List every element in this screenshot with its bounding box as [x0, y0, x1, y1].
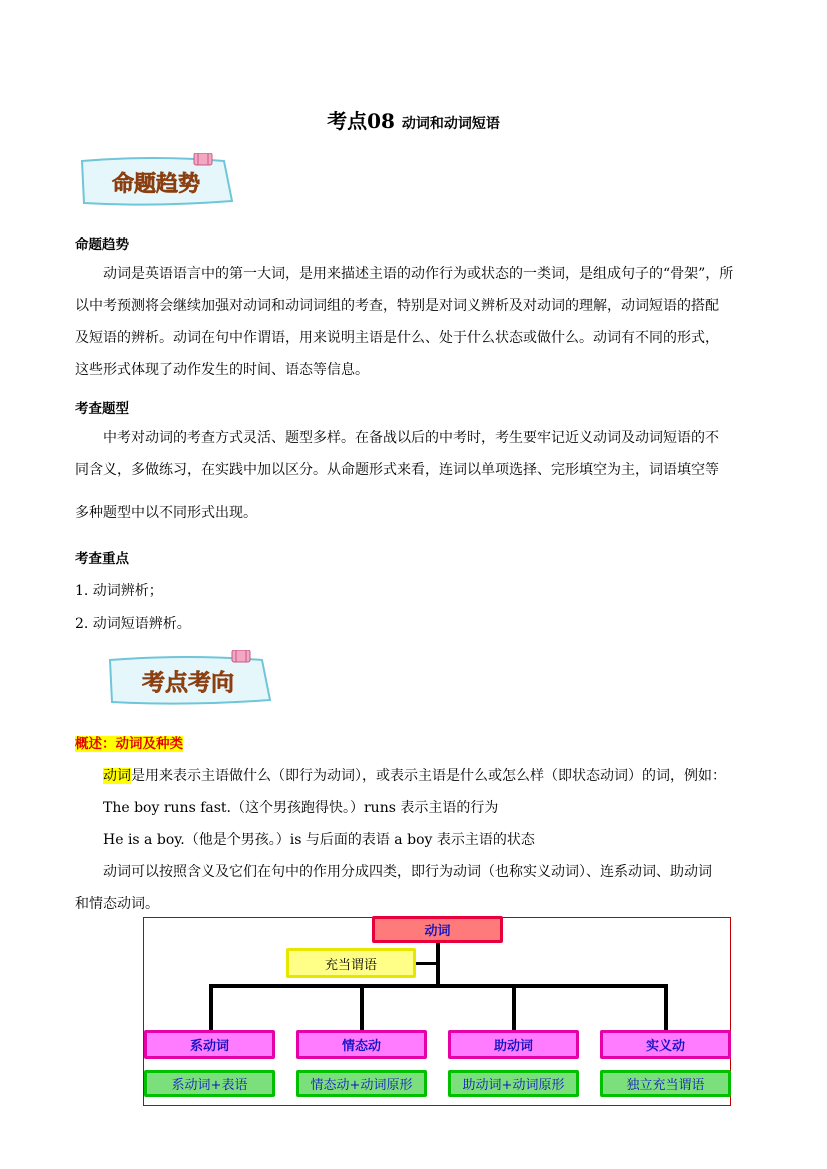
node-role: 充当谓语: [286, 948, 416, 978]
overview-paragraph-line-2: 和情态动词。: [75, 896, 159, 912]
paragraph-trend: [75, 258, 753, 386]
node-root: 动词: [372, 916, 503, 943]
banner-trend-text: 命题趋势: [111, 172, 201, 197]
node-type-auxiliary: 助动词: [448, 1030, 579, 1059]
connector-branch-2: [360, 984, 364, 1032]
node-usage-linking: 系动词+表语: [144, 1070, 275, 1097]
connector-branch-3: [512, 984, 516, 1032]
banner-direction: [102, 650, 268, 708]
heading-question-types: 考查题型: [75, 401, 129, 417]
types-line-1: 中考对动词的考查方式灵活、题型多样。在备战以后的中考时，考生要牢记近义动词及动词短语的不: [103, 430, 719, 446]
definition-text: 是用来表示主语做什么（即行为动词），或表示主语是什么或怎么样（即状态动词）的词，例如：: [131, 768, 726, 784]
trend-line-2: 以中考预测将会继续加强对动词和动词词组的考查，特别是对词义辨析及对动词的理解，动词短语的搭配: [75, 298, 719, 314]
heading-overview: [75, 733, 183, 755]
focus-item-1: 1. 动词辨析；: [75, 583, 163, 599]
trend-line-3: 及短语的辨析。动词在句中作谓语，用来说明主语是什么、处于什么状态或做什么。动词有不同的形式，: [75, 330, 719, 346]
connector-horizontal: [209, 984, 668, 988]
verb-category-diagram: [143, 917, 731, 1106]
trend-line-4: 这些形式体现了动作发生的时间、语态等信息。: [75, 362, 369, 378]
overview-definition: [103, 765, 726, 787]
focus-item-2: 2. 动词短语辨析。: [75, 616, 191, 632]
title-main: 考点08: [327, 109, 395, 133]
connector-branch-4: [664, 984, 668, 1032]
overview-paragraph-line-1: 动词可以按照含义及它们在句中的作用分成四类，即行为动词（也称实义动词）、连系动词、助动词: [103, 864, 712, 880]
definition-term: 动词: [103, 768, 131, 784]
banner-trend-graphic: [74, 153, 240, 211]
node-type-linking: 系动词: [144, 1030, 275, 1059]
types-line-2: 同含义，多做练习，在实践中加以区分。从命题形式来看，连词以单项选择、完形填空为主，词语填空等: [75, 462, 719, 478]
overview-heading-text: 概述：动词及种类: [75, 736, 183, 752]
banner-direction-graphic: [102, 650, 278, 710]
banner-direction-text: 考点考向: [142, 670, 234, 696]
connector-role: [414, 962, 438, 965]
node-type-modal: 情态动: [296, 1030, 427, 1059]
node-usage-auxiliary: 助动词+动词原形: [448, 1070, 579, 1097]
node-usage-notional: 独立充当谓语: [600, 1070, 731, 1097]
connector-branch-1: [209, 984, 213, 1032]
paragraph-question-types: [75, 422, 753, 529]
example-1: The boy runs fast.（这个男孩跑得快。）runs 表示主语的行为: [103, 800, 499, 816]
types-line-3: 多种题型中以不同形式出现。: [75, 505, 257, 521]
trend-line-1: 动词是英语语言中的第一大词，是用来描述主语的动作行为或状态的一类词，是组成句子的“骨架”，所: [103, 266, 734, 282]
node-type-notional: 实义动: [600, 1030, 731, 1059]
heading-focus: 考查重点: [75, 551, 129, 567]
node-usage-modal: 情态动+动词原形: [296, 1070, 427, 1097]
banner-trend: [74, 153, 240, 211]
page-title: [0, 107, 827, 138]
example-2: He is a boy.（他是个男孩。）is 与后面的表语 a boy 表示主语的状态: [103, 832, 535, 848]
heading-trend: 命题趋势: [75, 237, 129, 253]
title-sub: 动词和动词短语: [401, 116, 500, 132]
